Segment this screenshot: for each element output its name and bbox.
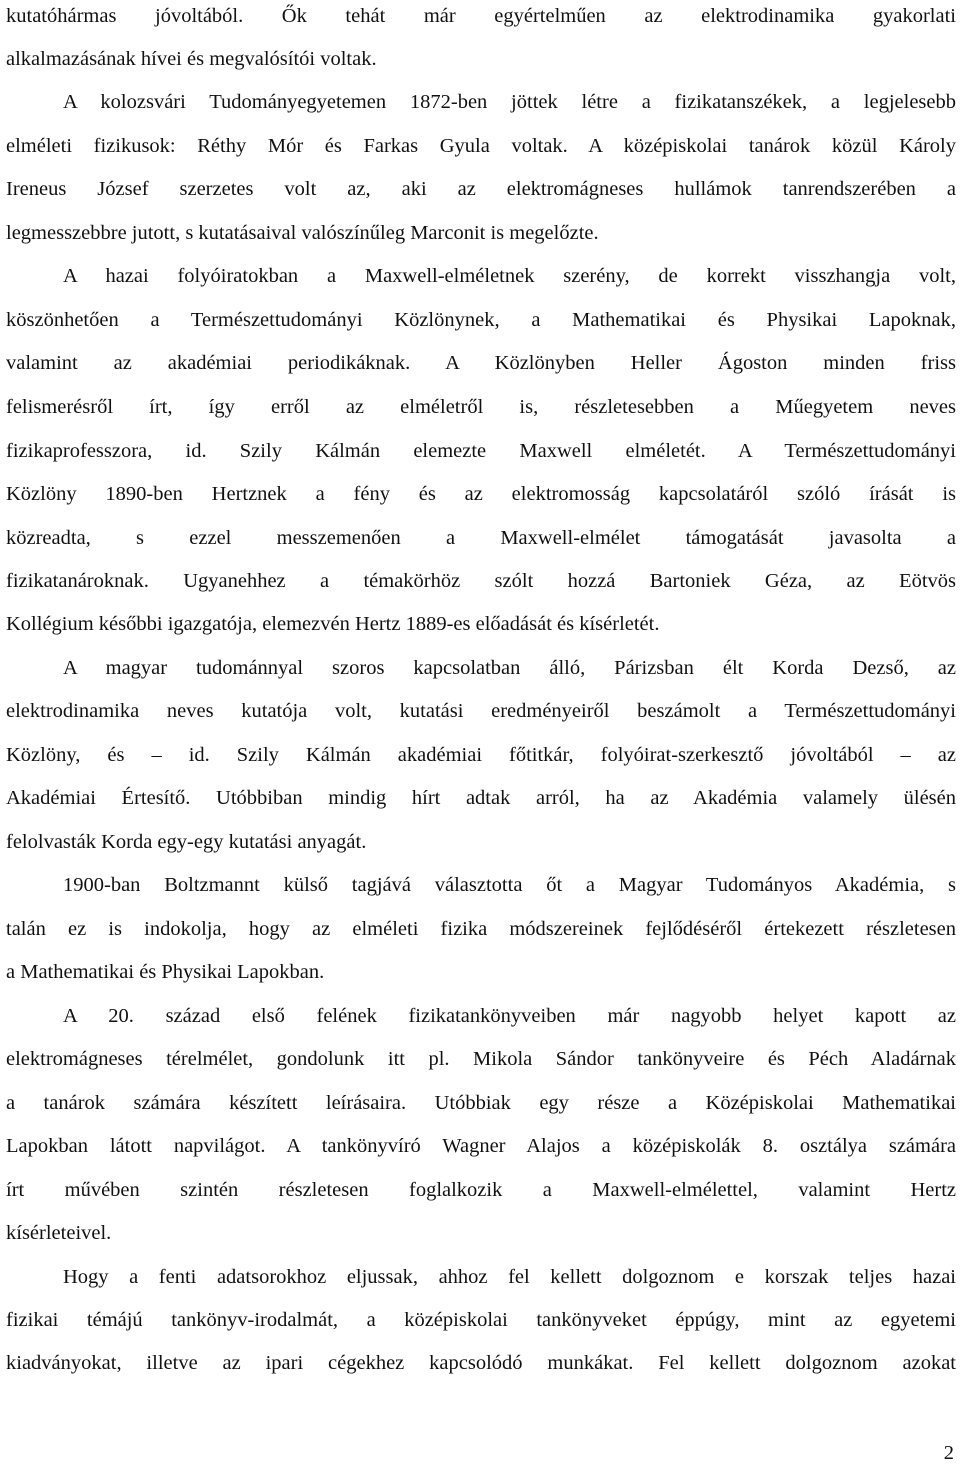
text-line: A hazai folyóiratokban a Maxwell-elméletnek szerény, de korrekt visszhangja volt, [63,265,956,287]
text-line: Lapokban látott napvilágot. A tankönyvíró Wagner Alajos a középiskolák 8. osztálya számára [6,1135,956,1157]
text-line: Hogy a fenti adatsorokhoz eljussak, ahhoz fel kellett dolgoznom e korszak teljes hazai [63,1266,956,1288]
text-line: Kollégium későbbi igazgatója, elemezvén Hertz 1889-es előadását és kísérletét. [6,613,660,635]
text-line: legmesszebbre jutott, s kutatásaival valószínűleg Marconit is megelőzte. [6,222,599,244]
text-line: A magyar tudománnyal szoros kapcsolatban álló, Párizsban élt Korda Dezső, az [63,657,956,679]
text-line: fizikai témájú tankönyv-irodalmát, a középiskolai tankönyveket éppúgy, mint az egyetemi [6,1309,956,1331]
text-line: elméleti fizikusok: Réthy Mór és Farkas Gyula voltak. A középiskolai tanárok közül Károly [6,135,956,157]
text-line: a Mathematikai és Physikai Lapokban. [6,961,325,983]
text-line: köszönhetően a Természettudományi Közlönynek, a Mathematikai és Physikai Lapoknak, [6,309,956,331]
text-line: fizikatanároknak. Ugyanehhez a témakörhöz szólt hozzá Bartoniek Géza, az Eötvös [6,570,956,592]
text-line: elektrodinamika neves kutatója volt, kutatási eredményeiről beszámolt a Természettudományi [6,700,956,722]
text-line: közreadta, s ezzel messzemenően a Maxwell-elmélet támogatását javasolta a [6,527,956,549]
text-line: Közlöny, és – id. Szily Kálmán akadémiai főtitkár, folyóirat-szerkesztő jóvoltából – az [6,744,956,766]
text-line: valamint az akadémiai periodikáknak. A Közlönyben Heller Ágoston minden friss [6,352,956,374]
text-line: kutatóhármas jóvoltából. Ők tehát már egyértelműen az elektrodinamika gyakorlati [6,5,956,27]
text-line: Akadémiai Értesítő. Utóbbiban mindig hírt adtak arról, ha az Akadémia valamely ülésén [6,787,956,809]
text-line: kiadványokat, illetve az ipari cégekhez kapcsolódó munkákat. Fel kellett dolgoznom azokat [6,1352,956,1374]
text-line: A 20. század első felének fizikatankönyveiben már nagyobb helyet kapott az [63,1005,956,1027]
text-line: felolvasták Korda egy-egy kutatási anyagát. [6,831,367,853]
text-line: a tanárok számára készített leírásaira. Utóbbiak egy része a Középiskolai Mathematikai [6,1092,956,1114]
text-line: írt művében szintén részletesen foglalkozik a Maxwell-elmélettel, valamint Hertz [6,1179,956,1201]
text-line: felismerésről írt, így erről az elméletről is, részletesebben a Műegyetem neves [6,396,956,418]
text-line: fizikaprofesszora, id. Szily Kálmán elemezte Maxwell elméletét. A Természettudományi [6,440,956,462]
text-line: kísérleteivel. [6,1222,112,1244]
text-line: elektromágneses térelmélet, gondolunk itt pl. Mikola Sándor tankönyveire és Péch Aladárnak [6,1048,956,1070]
text-line: talán ez is indokolja, hogy az elméleti fizika módszereinek fejlődéséről értekezett részletesen [6,918,956,940]
text-line: alkalmazásának hívei és megvalósítói voltak. [6,48,377,70]
text-line: A kolozsvári Tudományegyetemen 1872-ben jöttek létre a fizikatanszékek, a legjelesebb [63,91,956,113]
page-number: 2 [943,1442,954,1464]
text-line: 1900-ban Boltzmannt külső tagjává választotta őt a Magyar Tudományos Akadémia, s [63,874,956,896]
text-line: Közlöny 1890-ben Hertznek a fény és az elektromosság kapcsolatáról szóló írását is [6,483,956,505]
text-line: Ireneus József szerzetes volt az, aki az elektromágneses hullámok tanrendszerében a [6,178,956,200]
